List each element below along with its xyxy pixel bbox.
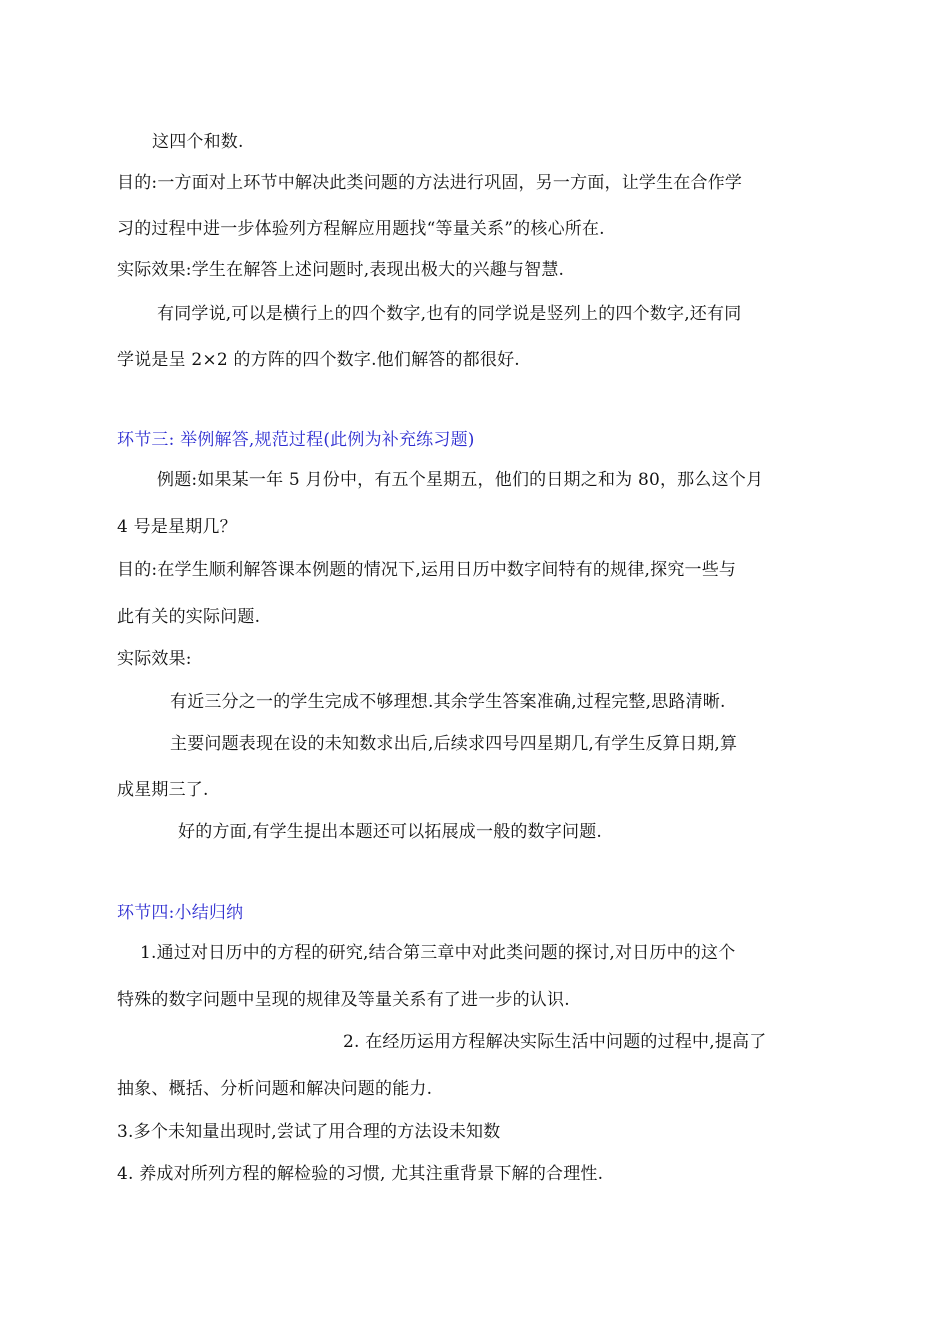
text-line: 实际效果: bbox=[117, 649, 192, 669]
text-line: 有同学说,可以是横行上的四个数字,也有的同学说是竖列上的四个数字,还有同 bbox=[157, 304, 742, 324]
section-heading-4: 环节四:小结归纳 bbox=[117, 903, 244, 923]
text-line: 主要问题表现在设的未知数求出后,后续求四号四星期几,有学生反算日期,算 bbox=[170, 734, 738, 754]
text-line: 目的:在学生顺利解答课本例题的情况下,运用日历中数字间特有的规律,探究一些与 bbox=[117, 560, 737, 580]
text-line: 成星期三了. bbox=[117, 780, 209, 800]
text-line: 目的:一方面对上环节中解决此类问题的方法进行巩固，另一方面，让学生在合作学 bbox=[117, 173, 743, 193]
text-line: 3.多个未知量出现时,尝试了用合理的方法设未知数 bbox=[117, 1122, 501, 1142]
text-line: 实际效果:学生在解答上述问题时,表现出极大的兴趣与智慧. bbox=[117, 260, 565, 280]
text-line: 习的过程中进一步体验列方程解应用题找“等量关系”的核心所在. bbox=[117, 219, 605, 239]
text-line: 此有关的实际问题. bbox=[117, 607, 261, 627]
text-line: 抽象、概括、分析问题和解决问题的能力. bbox=[117, 1079, 433, 1099]
text-line: 例题:如果某一年 5 月份中，有五个星期五，他们的日期之和为 80，那么这个月 bbox=[157, 470, 764, 490]
text-line: 这四个和数. bbox=[152, 132, 244, 152]
text-line: 学说是呈 2×2 的方阵的四个数字.他们解答的都很好. bbox=[117, 350, 520, 370]
text-line: 有近三分之一的学生完成不够理想.其余学生答案准确,过程完整,思路清晰. bbox=[170, 692, 726, 712]
text-line: 1.通过对日历中的方程的研究,结合第三章中对此类问题的探讨,对日历中的这个 bbox=[140, 943, 736, 963]
text-line: 4. 养成对所列方程的解检验的习惯, 尤其注重背景下解的合理性. bbox=[117, 1164, 604, 1184]
text-line: 2. 在经历运用方程解决实际生活中问题的过程中,提高了 bbox=[343, 1032, 767, 1052]
text-line: 好的方面,有学生提出本题还可以拓展成一般的数字问题. bbox=[178, 822, 603, 842]
section-heading-3: 环节三: 举例解答,规范过程(此例为补充练习题) bbox=[117, 430, 475, 450]
text-line: 特殊的数字问题中呈现的规律及等量关系有了进一步的认识. bbox=[117, 990, 570, 1010]
text-line: 4 号是星期几？ bbox=[117, 517, 237, 537]
